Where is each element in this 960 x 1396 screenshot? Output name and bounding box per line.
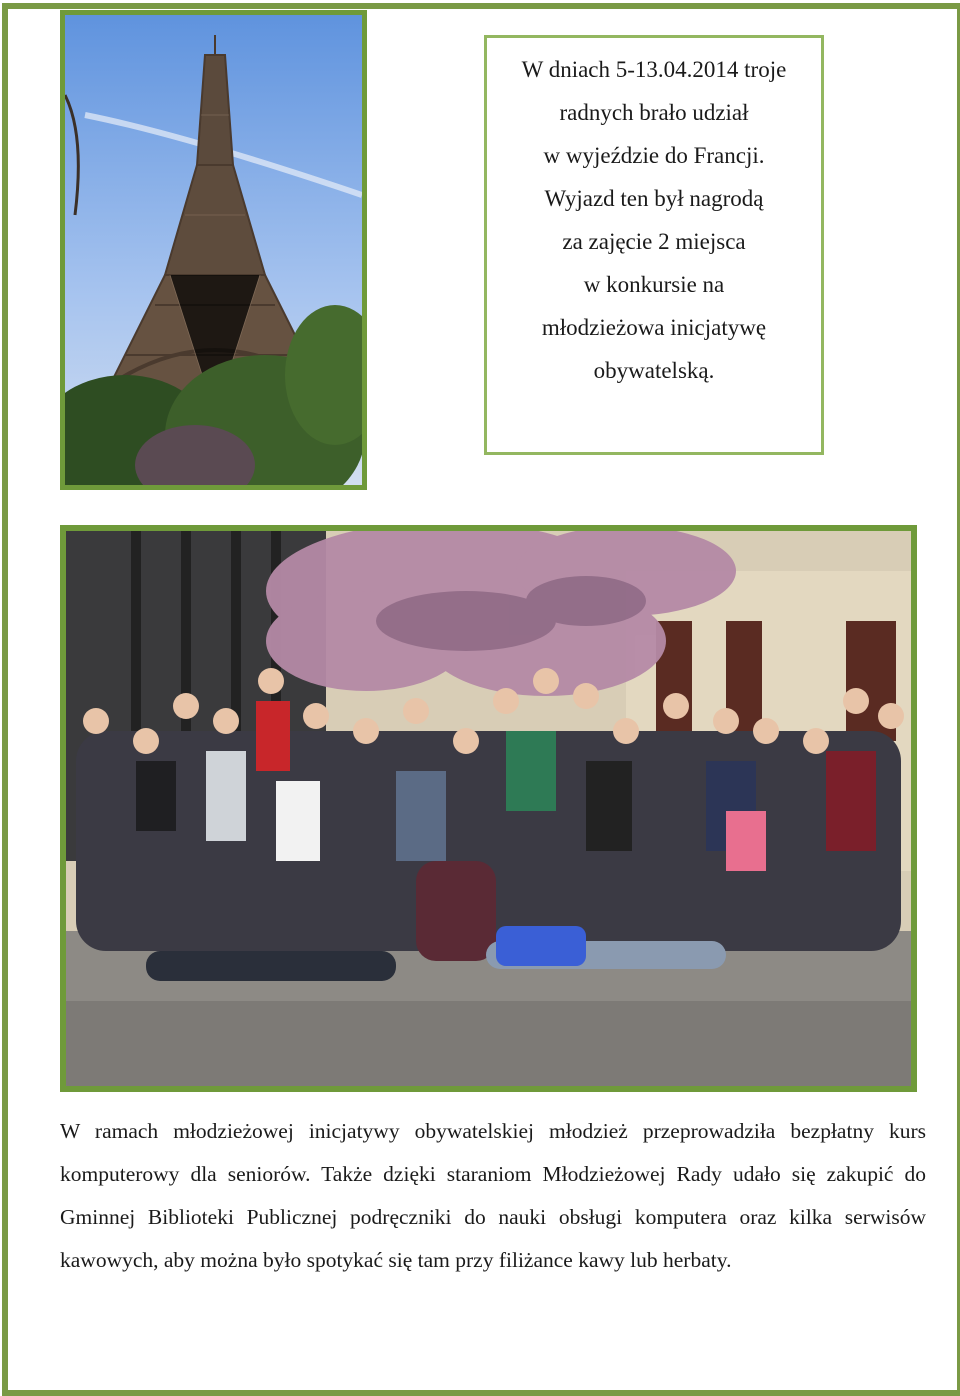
body-paragraph: W ramach młodzieżowej inicjatywy obywatelskiej młodzież przeprowadziła bezpłatny kurs komputerowy dla seniorów. Także dzięki staraniom Młodzieżowej Rady udało się zakupić do Gminnej Biblioteki Publicznej podręczniki do nauki obsługi komputera oraz kilka serwisów kawowych, aby można było spotykać się tam przy filiżance kawy lub herbaty.: [60, 1119, 926, 1272]
info-line: radnych brało udział: [559, 100, 749, 125]
info-box: [484, 35, 824, 455]
info-line: w wyjeździe do Francji.: [543, 143, 765, 168]
eiffel-tower-illustration: [65, 15, 362, 485]
group-photo: [60, 525, 917, 1092]
group-photo-illustration: [66, 531, 911, 1086]
info-line: w konkursie na: [583, 272, 725, 297]
info-line: Wyjazd ten był nagrodą: [544, 186, 764, 211]
info-line: młodzieżowa inicjatywę: [541, 315, 767, 340]
eiffel-tower-photo: [60, 10, 367, 490]
info-line: obywatelską.: [593, 358, 715, 383]
info-line: za zajęcie 2 miejsca: [562, 229, 746, 254]
info-line: W dniach 5-13.04.2014 troje: [521, 57, 787, 82]
